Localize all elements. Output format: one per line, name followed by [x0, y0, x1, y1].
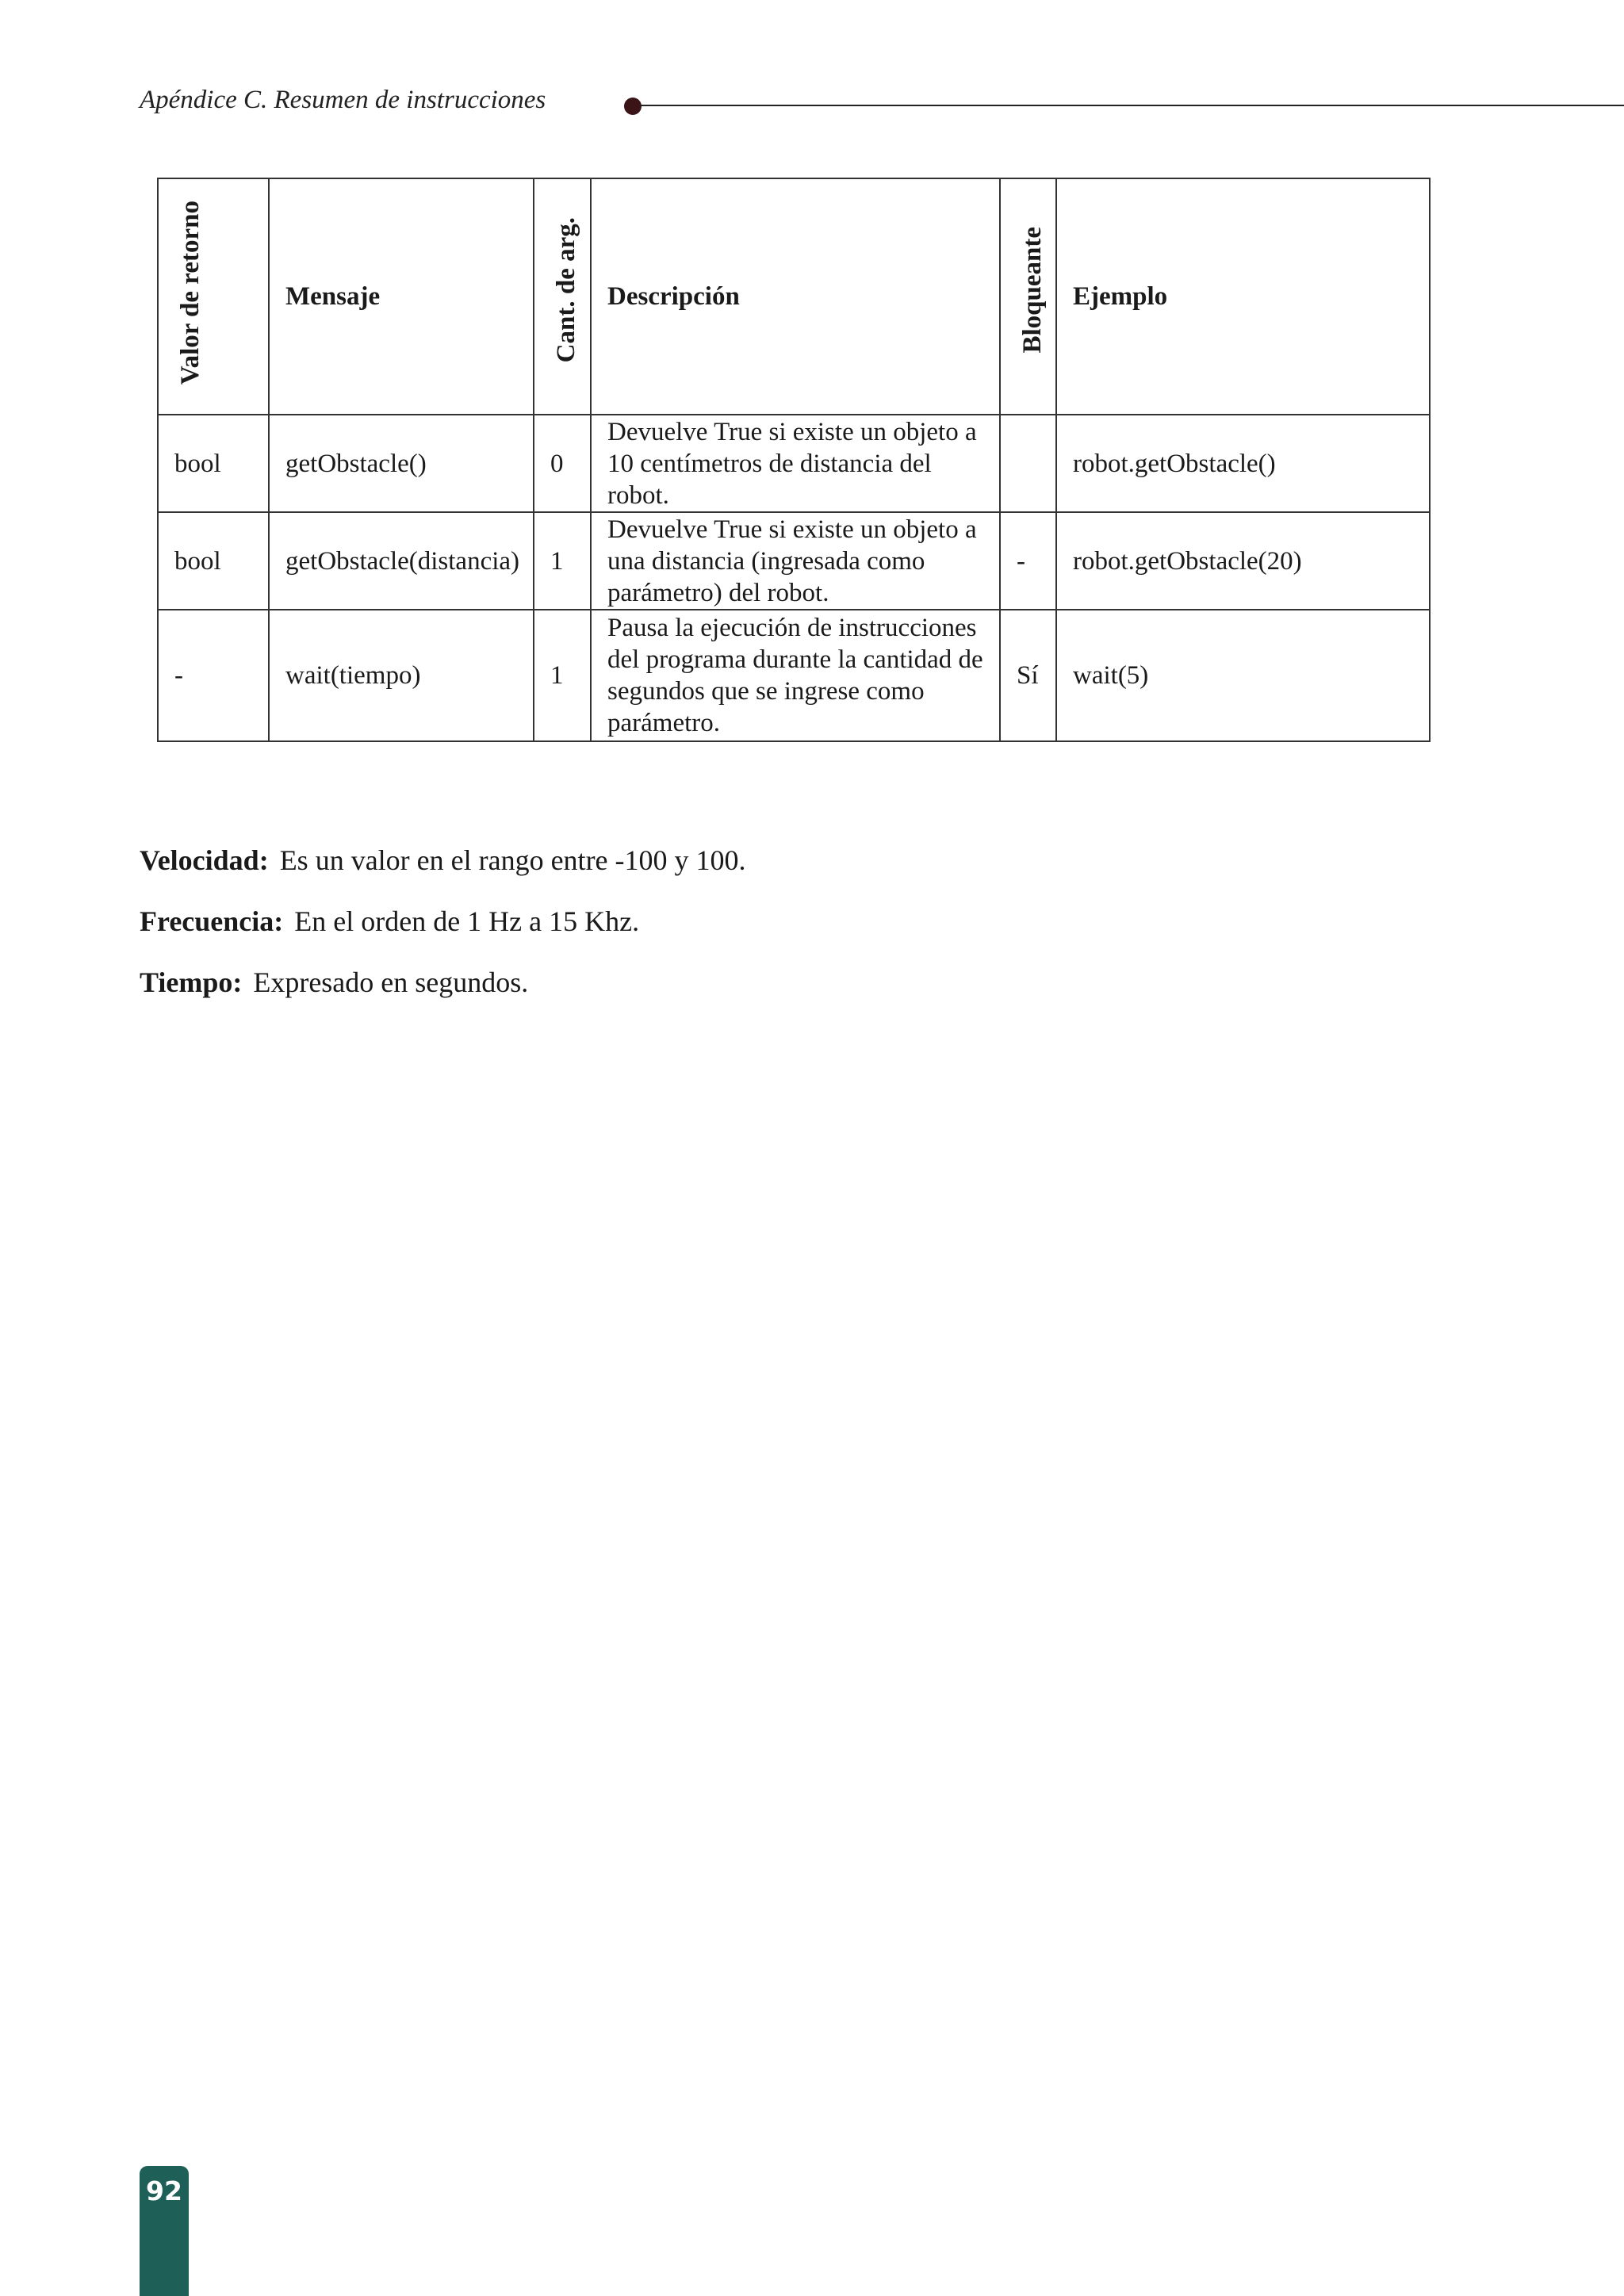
cell-message: getObstacle()	[269, 415, 534, 512]
cell-example: wait(5)	[1056, 610, 1430, 741]
definition-tiempo	[140, 966, 746, 998]
cell-return-value: bool	[158, 415, 269, 512]
cell-example: robot.getObstacle()	[1056, 415, 1430, 512]
definition-frecuencia	[140, 905, 746, 937]
cell-arg-count: 0	[534, 415, 591, 512]
cell-blocking: -	[1000, 512, 1056, 610]
cell-arg-count: 1	[534, 512, 591, 610]
header-bloqueante: Bloqueante	[1000, 178, 1056, 415]
header-mensaje: Mensaje	[269, 178, 534, 415]
page-number-tab	[140, 2166, 189, 2296]
header-bullet	[624, 98, 642, 115]
definition-velocidad	[140, 844, 746, 876]
definition-term: Velocidad:	[140, 844, 269, 876]
definition-text: Es un valor en el rango entre -100 y 100.	[279, 844, 746, 876]
cell-message: getObstacle(distancia)	[269, 512, 534, 610]
cell-arg-count: 1	[534, 610, 591, 741]
definition-term: Tiempo:	[140, 966, 243, 998]
running-header: Apéndice C. Resumen de instrucciones	[140, 86, 546, 114]
header-descripcion: Descripción	[591, 178, 1000, 415]
definitions-list	[140, 844, 746, 1027]
cell-description: Devuelve True si existe un objeto a 10 centímetros de distancia del robot.	[591, 415, 1000, 512]
cell-description: Devuelve True si existe un objeto a una distancia (ingresada como parámetro) del robot.	[591, 512, 1000, 610]
definition-text: Expresado en segundos.	[253, 966, 529, 998]
table-header-row	[158, 178, 1430, 415]
cell-message: wait(tiempo)	[269, 610, 534, 741]
definition-text: En el orden de 1 Hz a 15 Khz.	[294, 905, 640, 937]
cell-description: Pausa la ejecución de instrucciones del programa durante la cantidad de segundos que se ingrese como parámetro.	[591, 610, 1000, 741]
table-row	[158, 512, 1430, 610]
page-number: 92	[146, 2175, 182, 2206]
definition-term: Frecuencia:	[140, 905, 284, 937]
cell-return-value: bool	[158, 512, 269, 610]
cell-blocking	[1000, 415, 1056, 512]
table-row	[158, 415, 1430, 512]
header-rule	[641, 105, 1624, 106]
header-ejemplo: Ejemplo	[1056, 178, 1430, 415]
cell-example: robot.getObstacle(20)	[1056, 512, 1430, 610]
instruction-summary-table	[157, 178, 1431, 742]
cell-return-value: -	[158, 610, 269, 741]
header-cant-de-arg: Cant. de arg.	[534, 178, 591, 415]
table-row	[158, 610, 1430, 741]
header-valor-de-retorno: Valor de retorno	[158, 178, 269, 415]
cell-blocking: Sí	[1000, 610, 1056, 741]
